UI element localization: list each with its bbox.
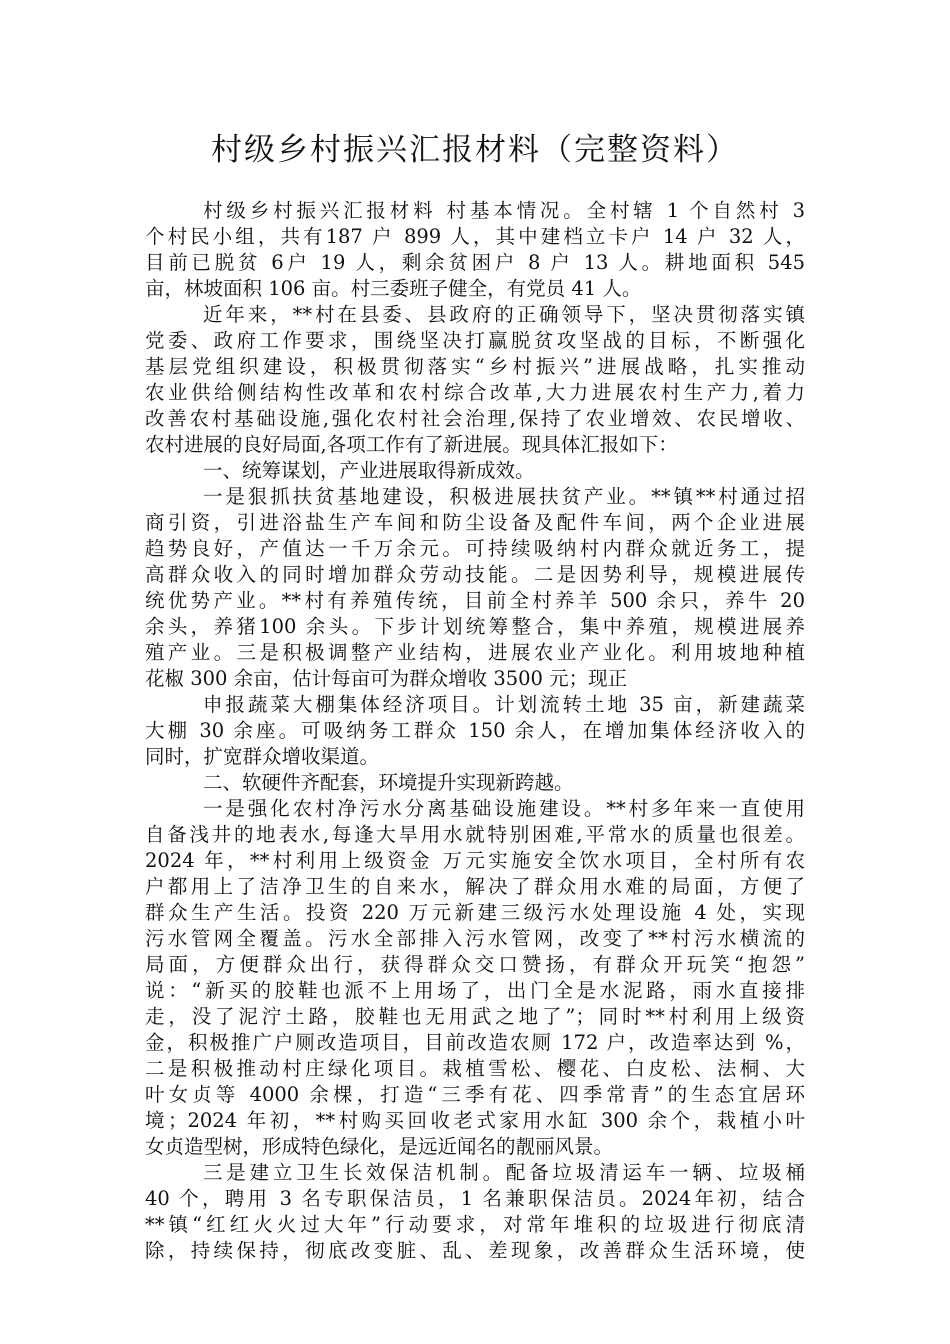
- text-line: 户都用上了洁净卫生的自来水，解决了群众用水难的局面，方便了: [145, 875, 805, 898]
- text-line: 金，积极推广户厕改造项目，目前改造农厕 172 户，改造率达到 %，: [145, 1031, 805, 1054]
- text-line: 自备浅井的地表水,每逢大旱用水就特别困难,平常水的质量也很差。: [145, 823, 805, 846]
- text-line: 二、软硬件齐配套，环境提升实现新跨越。: [203, 771, 574, 794]
- text-line: 说：“新买的胶鞋也派不上用场了，出门全是水泥路，雨水直接排: [145, 979, 805, 1002]
- text-line: 群众生产生活。投资 220 万元新建三级污水处理设施 4 处，实现: [145, 901, 805, 924]
- text-line: 污水管网全覆盖。污水全部排入污水管网，改变了**村污水横流的: [145, 927, 805, 950]
- text-line: 三是建立卫生长效保洁机制。配备垃圾清运车一辆、垃圾桶: [203, 1161, 805, 1184]
- text-line: 商引资，引进浴盐生产车间和防尘设备及配件车间，两个企业进展: [145, 511, 805, 534]
- text-line: 殖产业。三是积极调整产业结构，进展农业产业化。利用坡地种植: [145, 641, 805, 664]
- text-line: 个村民小组，共有187 户 899 人，其中建档立卡户 14 户 32 人，: [145, 225, 805, 248]
- text-line: 统优势产业。**村有养殖传统，目前全村养羊 500 余只，养牛 20: [145, 589, 805, 612]
- text-line: 申报蔬菜大棚集体经济项目。计划流转土地 35 亩，新建蔬菜: [203, 693, 805, 716]
- text-line: 女贞造型树，形成特色绿化，是远近闻名的靓丽风景。: [145, 1135, 614, 1158]
- text-line: 农村进展的良好局面,各项工作有了新进展。现具体汇报如下：: [145, 433, 678, 456]
- text-line: 2024 年，**村利用上级资金 万元实施安全饮水项目，全村所有农: [145, 849, 805, 872]
- text-line: 走，没了泥泞土路，胶鞋也无用武之地了”；同时**村利用上级资: [145, 1005, 805, 1028]
- document-title: 村级乡村振兴汇报材料（完整资料）: [211, 132, 739, 168]
- text-line: 党委、政府工作要求，围绕坚决打赢脱贫攻坚战的目标，不断强化: [145, 329, 805, 352]
- text-line: 同时，扩宽群众增收渠道。: [145, 745, 380, 768]
- text-line: 趋势良好，产值达一千万余元。可持续吸纳村内群众就近务工，提: [145, 537, 805, 560]
- text-line: 亩，林坡面积 106 亩。村三委班子健全，有党员 41 人。: [145, 277, 642, 300]
- text-line: 余头，养猪100 余头。下步计划统筹整合，集中养殖，规模进展养: [145, 615, 805, 638]
- text-line: 二是积极推动村庄绿化项目。栽植雪松、樱花、白皮松、法桐、大: [145, 1057, 805, 1080]
- text-line: 除，持续保持，彻底改变脏、乱、差现象，改善群众生活环境，使: [145, 1239, 805, 1262]
- text-line: 40 个，聘用 3 名专职保洁员，1 名兼职保洁员。2024年初，结合: [145, 1187, 805, 1210]
- text-line: 目前已脱贫 6户 19 人，剩余贫困户 8 户 13 人。耕地面积 545: [145, 251, 805, 274]
- text-line: 基层党组织建设，积极贯彻落实“乡村振兴”进展战略，扎实推动: [145, 355, 805, 378]
- text-line: 近年来，**村在县委、县政府的正确领导下，坚决贯彻落实镇: [203, 303, 805, 326]
- text-line: 一是强化农村净污水分离基础设施建设。**村多年来一直使用: [203, 797, 805, 820]
- text-line: 一是狠抓扶贫基地建设，积极进展扶贫产业。**镇**村通过招: [203, 485, 805, 508]
- text-line: **镇“红红火火过大年”行动要求，对常年堆积的垃圾进行彻底清: [145, 1213, 805, 1236]
- text-line: 农业供给侧结构性改革和农村综合改革,大力进展农村生产力,着力: [145, 381, 805, 404]
- text-line: 境；2024 年初，**村购买回收老式家用水缸 300 余个，栽植小叶: [145, 1109, 805, 1132]
- text-line: 村级乡村振兴汇报材料 村基本情况。全村辖 1 个自然村 3: [203, 199, 805, 222]
- text-line: 大棚 30 余座。可吸纳务工群众 150 余人，在增加集体经济收入的: [145, 719, 805, 742]
- text-line: 局面，方便群众出行，获得群众交口赞扬，有群众开玩笑“抱怨”: [145, 953, 805, 976]
- text-line: 一、统筹谋划，产业进展取得新成效。: [203, 459, 535, 482]
- text-line: 叶女贞等 4000 余棵，打造“三季有花、四季常青”的生态宜居环: [145, 1083, 805, 1106]
- text-line: 高群众收入的同时增加群众劳动技能。二是因势利导，规模进展传: [145, 563, 805, 586]
- document-body: [145, 198, 805, 1264]
- text-line: 改善农村基础设施,强化农村社会治理,保持了农业增效、农民增收、: [145, 407, 805, 430]
- text-line: 花椒 300 余亩，估计每亩可为群众增收 3500 元；现正: [145, 667, 628, 690]
